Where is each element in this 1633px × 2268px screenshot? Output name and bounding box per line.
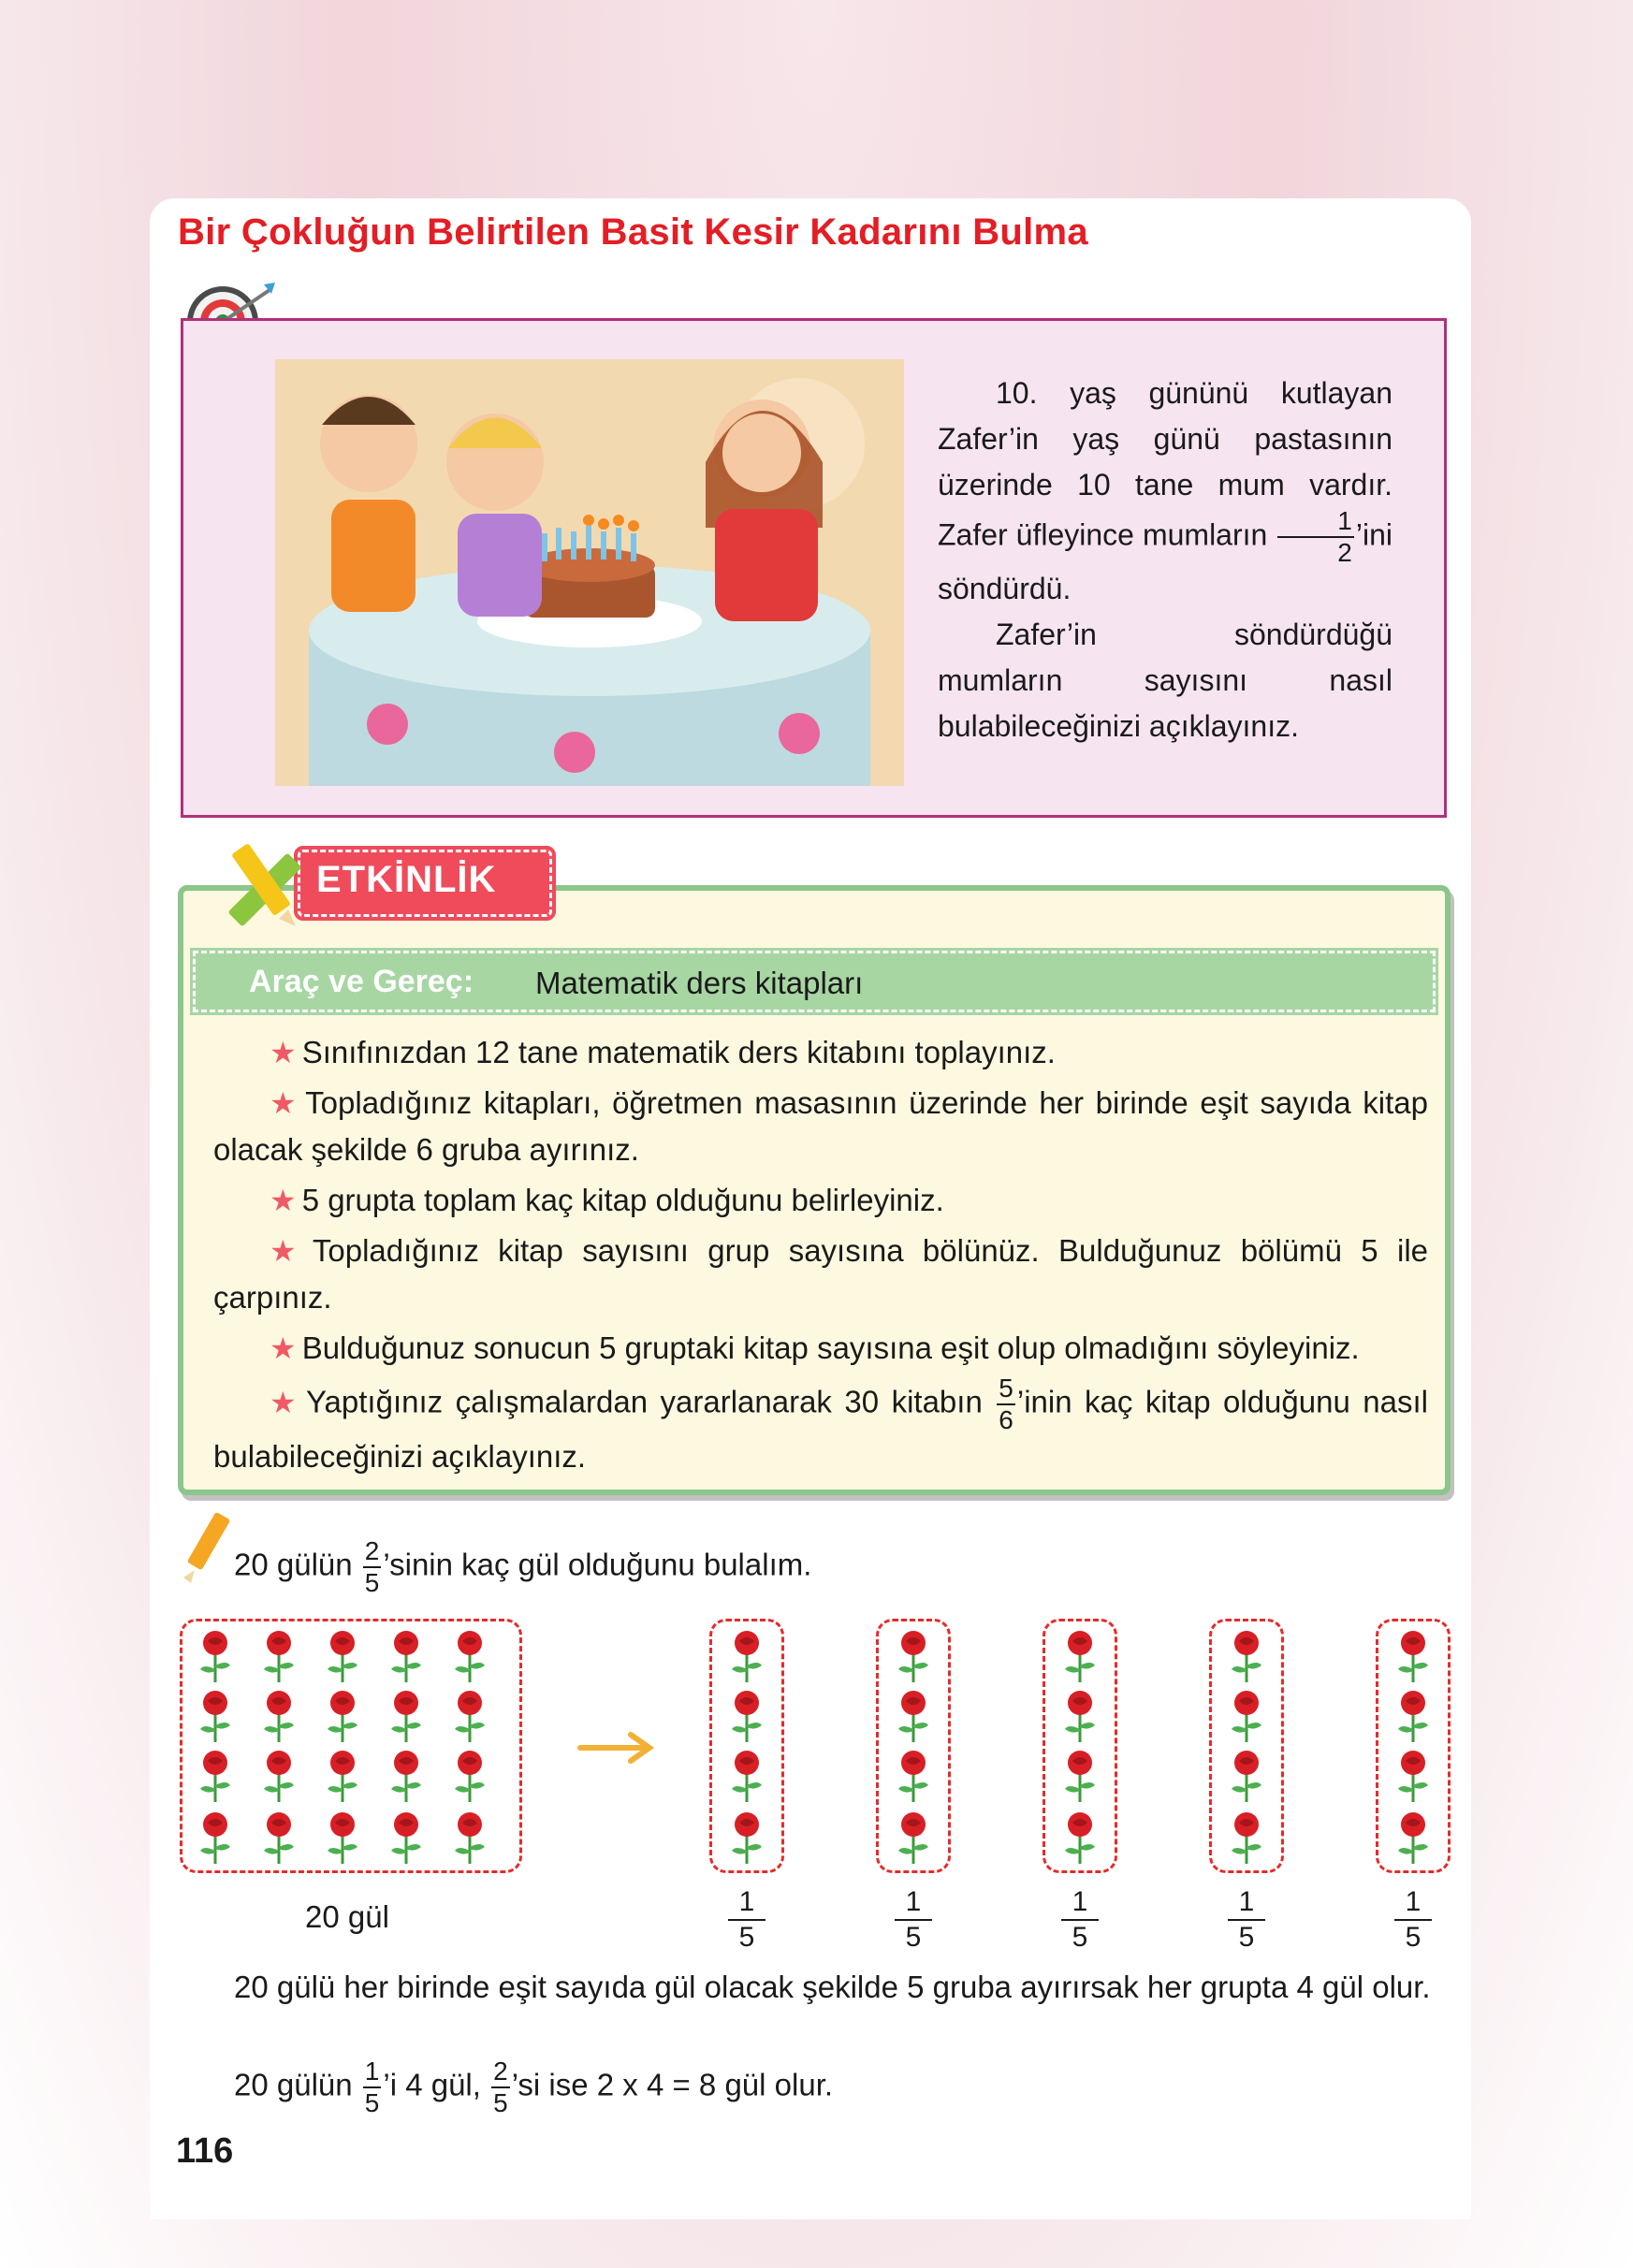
rose-icon [726,1748,767,1804]
roses-caption: 20 gül [305,1899,389,1934]
intro-sentence-1-end: ’ini söndürdü. [938,517,1392,605]
list-item: ★ Topladığınız kitapları, öğretmen masasının üzerinde her birinde eşit sayıda kitap olacak şekilde 6 gruba ayırınız. [213,1085,1428,1167]
rose-icon [258,1688,299,1744]
rose-icon [1059,1628,1101,1684]
list-item: ★ Topladığınız kitap sayısını grup sayısına bölünüz. Bulduğunuz bölümü 5 ile çarpınız. [213,1233,1429,1315]
rose-icon [258,1628,299,1684]
rose-icon [1392,1628,1434,1684]
rose-icon [1226,1628,1267,1684]
group-fraction-label: $\frac{1}{5}$ [728,1888,765,1952]
rose-icon [726,1688,767,1744]
etkinlik-list [213,1029,1428,1484]
fraction-one-half: $\frac{1}{2}$ [1277,508,1354,566]
rose-icon [386,1810,427,1866]
star-icon: ★ [270,1385,300,1419]
rose-icon [195,1810,236,1866]
page-number: 116 [176,2131,234,2171]
arac-gerec-value: Matematik ders kitapları [535,966,864,1000]
fraction-two-fifths: $\frac{2}{5}$ [493,2057,508,2117]
rose-icon [386,1748,427,1804]
star-icon: ★ [270,1036,297,1069]
intro-sentence-1: 10. yaş gününü kutlayan Zafer’in yaş günü pastasının üzerinde 10 tane mum vardır. Zafer üfleyince mumların [938,376,1392,552]
group-fraction-label: $\frac{1}{5}$ [1061,1888,1099,1952]
fraction-one-fifth: $\frac{1}{5}$ [364,2057,380,2117]
example-intro: 20 gülün $\frac{2}{5}$ ’sinin kaç gül olduğunu bulalım. [234,1536,812,1597]
pencil-icon [178,1508,238,1587]
birthday-illustration [275,359,904,786]
fraction-five-sixths: $\frac{5}{6}$ [999,1374,1013,1434]
conclusion-line: 20 gülün $\frac{1}{5}$ ’i 4 gül, $\frac{2}{5}$ ’si ise 2 x 4 = 8 gül olur. [234,2057,834,2117]
rose-icon [322,1748,363,1804]
section-title: Bir Çokluğun Belirtilen Basit Kesir Kadarını Bulma [178,211,1088,253]
star-icon: ★ [270,1234,307,1268]
rose-icon [322,1628,363,1684]
rose-icon [893,1748,934,1804]
rose-icon [195,1628,236,1684]
rose-icon [195,1748,236,1804]
rose-icon [386,1688,427,1744]
group-fraction-label: $\frac{1}{5}$ [1394,1888,1432,1952]
rose-icon [449,1688,490,1744]
rose-icon [386,1628,427,1684]
group-fraction-label: $\frac{1}{5}$ [1228,1888,1265,1952]
pencil-ruler-icon [213,833,316,936]
rose-icon [893,1810,934,1866]
rose-icon [449,1810,490,1866]
list-item: ★ Bulduğunuz sonucun 5 gruptaki kitap sayısına eşit olup olmadığını söyleyiniz. [270,1330,1360,1365]
intro-question: Zafer’in söndürdüğü mumların sayısını nasıl bulabileceğinizi açıklayınız. [938,618,1392,743]
rose-icon [449,1628,490,1684]
rose-icon [893,1628,934,1684]
rose-icon [195,1688,236,1744]
rose-icon [1226,1688,1267,1744]
rose-icon [893,1688,934,1744]
rose-icon [1226,1748,1267,1804]
star-icon: ★ [270,1086,300,1120]
group-fraction-label: $\frac{1}{5}$ [895,1888,932,1952]
rose-icon [449,1748,490,1804]
rose-icon [322,1688,363,1744]
fraction-two-fifths: $\frac{2}{5}$ [364,1536,380,1597]
arac-gerec-label: Araç ve Gereç: [249,964,474,999]
list-item: ★ Yaptığınız çalışmalardan yararlanarak 30 kitabın $\frac{5}{6}$ ’inin kaç kitap olduğunu nasıl bulabileceğinizi açıklayınız. [213,1374,1429,1474]
list-item: ★ Sınıfınızdan 12 tane matematik ders kitabını toplayınız. [270,1035,1056,1069]
star-icon: ★ [270,1184,297,1217]
rose-icon [258,1748,299,1804]
rose-icon [1059,1810,1101,1866]
arrow-right-icon [576,1731,655,1765]
rose-icon [258,1810,299,1866]
intro-text [938,371,1392,749]
rose-icon [1059,1688,1101,1744]
star-icon: ★ [270,1331,297,1365]
rose-icon [726,1628,767,1684]
rose-icon [1226,1810,1267,1866]
rose-icon [1392,1748,1434,1804]
rose-icon [1392,1688,1434,1744]
rose-icon [322,1810,363,1866]
rose-icon [726,1810,767,1866]
etkinlik-label: ETKİNLİK [316,859,497,900]
rose-icon [1392,1810,1434,1866]
rose-icon [1059,1748,1101,1804]
list-item: ★ 5 grupta toplam kaç kitap olduğunu belirleyiniz. [270,1183,944,1217]
explanation-paragraph: 20 gülü her birinde eşit sayıda gül olacak şekilde 5 gruba ayırırsak her grupta 4 gül olur. [234,1970,1431,2004]
